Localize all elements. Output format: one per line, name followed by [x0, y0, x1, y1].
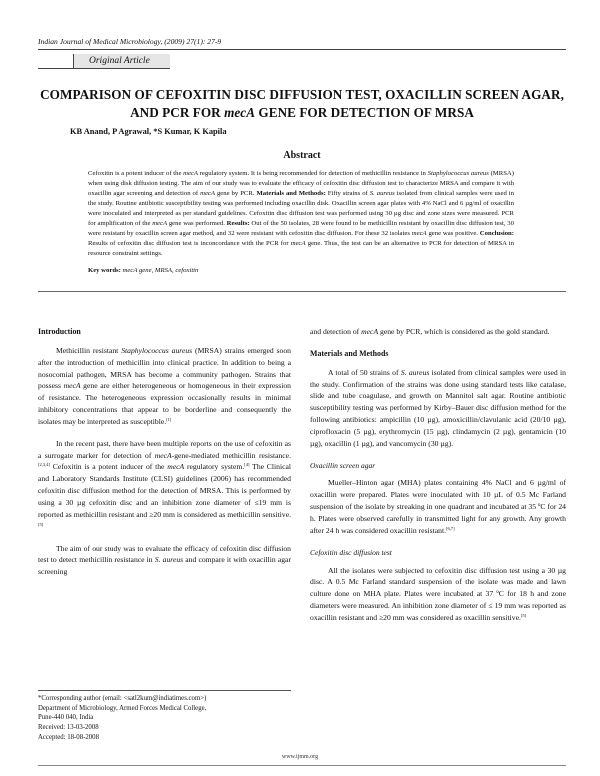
article-type-label: Original Article — [74, 54, 170, 68]
keywords — [88, 267, 514, 274]
header-rule — [38, 49, 566, 50]
keywords-value: mecA gene, MRSA, cefoxitin — [120, 267, 199, 274]
oxacillin-screen-agar-subheading: Oxacillin screen agar — [310, 460, 376, 470]
accepted-date: Accepted: 18-08-2008 — [38, 733, 99, 741]
paper-title — [38, 86, 566, 122]
citation-ref: [1] — [166, 416, 172, 422]
abstract-rule — [38, 291, 566, 292]
intro-paragraph-1: Methicillin resistant Staphylococcus aureus (MRSA) strains emerged soon after the introduction of methicillin into clinical practice. In addition to being a nosocomial pathogen, MRSA has become a community pathogen. Strains that possess mecA gene are either heterogeneous or homogeneous in their expression of resistance. The heterogeneous expression occasionally results in minimal inhibitory concentrations that appear to be borderline and consequently the isolates may be interpreted as susceptible.[1] — [38, 345, 291, 426]
materials-methods-heading: Materials and Methods — [310, 348, 389, 358]
methods-paragraph-1: A total of 50 strains of S. aureus isolated from clinical samples were used in the study. Confirmation of the strains was done using standard tests like catalase, slide and tube coagulase, and growth on Mannitol salt agar. Routine antibiotic susceptibility testing was performed by Kirby–Bauer disc diffusion method for the following antibiotics: ampicillin (10 µg), amoxicillin/clavulanic acid (20/10 µg), ciprofloxacin (5 µg), erythromycin (15 µg), clindamycin (2 µg), gentamicin (10 µg), oxacillin (1 µg), and vancomycin (30 µg). — [310, 367, 566, 448]
keywords-label: Key words: — [88, 267, 121, 274]
methods-paragraph-3: All the isolates were subjected to cefoxitin disc diffusion test using a 30 µg disc. A 0.5 Mc Farland standard suspension of the isolate was made and lawn culture done on MHA plate. Plates were incubated at 37 ºC for 18 h and zone diameters were measured. An inhibition zone diameter of ≤ 19 mm was reported as oxacillin resistant and ≥20 mm was considered as oxacillin sensitive.[5] — [310, 565, 566, 622]
author-list: KB Anand, P Agrawal, *S Kumar, K Kapila — [70, 127, 227, 136]
abstract-body: Cefoxitin is a potent inducer of the mecA regulatory system. It is being recommended for detection of methicillin resistance in Staphylococcus aureus (MRSA) when using disk diffusion testing. The aim of our study was to evaluate the efficacy of cefoxitin disc diffusion test to characterize MRSA and compare it with oxacillin agar screening and detection of mecA gene by PCR. Materials and Methods: Fifty strains of S. aureus isolated from clinical samples were used in the study. Routine antibiotic susceptibility testing was performed including oxacillin disk. Oxacillin screen agar plates with 4% NaCl and 6 µg/ml of oxacillin were inoculated and interpreted as per standard guidelines. Cefoxitin disc diffusion test was performed using 30 µg disc and zone sizes were measured. PCR for amplification of the mecA gene was performed. Results: Out of the 50 isolates, 28 were found to be methicillin resistant by oxacillin disc diffusion test, 30 were resistant by oxacillin screen agar method, and 32 were resistant with cefoxitin disc diffusion. For these 32 isolates mecA gene was positive. Conclusion: Results of cefoxitin disc diffusion test is inconcordance with the PCR for mecA gene. Thus, the test can be an alternative to PCR for detection of MRSA in resource constraint settings. — [88, 170, 514, 258]
left-column — [38, 326, 291, 588]
right-column — [310, 326, 566, 634]
footnote-rule — [38, 690, 291, 691]
introduction-heading: Introduction — [38, 327, 81, 336]
journal-citation: Indian Journal of Medical Microbiology, (2009) 27(1): 27-9 — [38, 37, 222, 46]
title-part-1: COMPARISON OF CEFOXITIN DISC DIFFUSION TEST, OXACILLIN SCREEN AGAR, AND PCR FOR — [40, 87, 564, 120]
abstract-conclusion-label: Conclusion: — [479, 230, 514, 238]
intro-paragraph-3: The aim of our study was to evaluate the efficacy of cefoxitin disc diffusion test to detect methicillin resistance in S. aureus and compare it with oxacillin agar screening — [38, 543, 291, 577]
abstract-methods-label: Materials and Methods: — [256, 190, 326, 198]
abstract-results-label: Results: — [226, 220, 250, 228]
received-date: Received: 13-03-2008 — [38, 724, 99, 732]
journal-url[interactable]: www.ijmm.org — [281, 754, 319, 760]
citation-ref: [6,7] — [446, 525, 455, 531]
affiliation-line-2: Pune-440 040, India — [38, 714, 94, 722]
footer-rule — [38, 765, 566, 766]
citation-ref: [2,3,4] — [38, 462, 50, 468]
corresponding-author: *Corresponding author (email: <satl2kum@indiatimes.com>) — [38, 695, 207, 702]
intro-continuation: and detection of mecA gene by PCR, which is considered as the gold standard. — [310, 327, 550, 336]
cefoxitin-disc-subheading: Cefoxitin disc diffusion test — [310, 547, 392, 557]
citation-ref: [5] — [38, 521, 44, 527]
abstract-heading: Abstract — [283, 150, 321, 161]
methods-paragraph-2: Mueller–Hinton agar (MHA) plates containing 4% NaCl and 6 µg/ml of oxacillin were prepared. Plates were inoculated with 10 µL of 0.5 Mc Farland suspension of the isolate by streaking in one quadrant and incubated at 35 ºC for 24 h. Plates were observed carefully in transmitted light for any growth. Any growth after 24 h was considered oxacillin resistant.[6,7] — [310, 478, 566, 535]
citation-ref: [5] — [520, 612, 527, 618]
citation-ref: [4] — [244, 462, 250, 468]
intro-paragraph-2: In the recent past, there have been multiple reports on the use of cefoxitin as a surrogate marker for detection of mecA-gene-mediated methicillin resistance.[2,3,4] Cefoxitin is a potent inducer of the mecA regulatory system.[4] The Clinical and Laboratory Standards Institute (CLSI) guidelines (2006) has recommended cefoxitin disc diffusion method for the detection of MRSA. This is performed by using a 30 µg cefoxitin disc and an inhibition zone diameter of ≤19 mm is reported as methicillin resistant and ≥20 mm is considered as methicillin sensitive.[5] — [38, 438, 291, 527]
footnote — [38, 694, 291, 743]
affiliation-line-1: Department of Microbiology, Armed Forces Medical College, — [38, 704, 207, 712]
title-gene: mecA — [224, 105, 256, 120]
title-part-2: GENE FOR DETECTION OF MRSA — [255, 105, 474, 120]
article-type-rule — [38, 68, 170, 69]
